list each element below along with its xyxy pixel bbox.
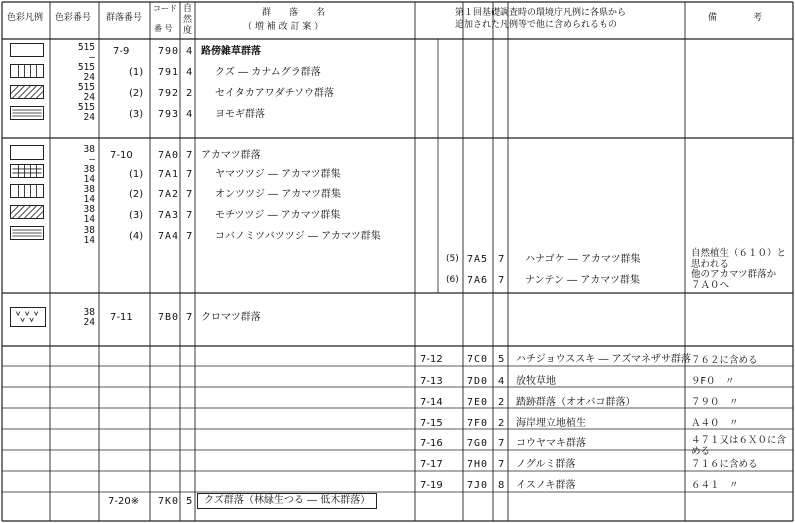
color-no-top: 515 (77, 82, 95, 93)
added-code-no: 7A5 (467, 254, 489, 265)
added-naturalness: 5 (498, 354, 505, 365)
color-swatch-vertical (10, 184, 44, 198)
community-name: 路傍雑草群落 (201, 46, 261, 57)
color-swatch-horizontal (10, 226, 44, 240)
added-group-no: 7-15 (420, 418, 443, 429)
added-community-name: ノグルミ群落 (516, 459, 576, 470)
color-swatch-diagonal (10, 205, 44, 219)
color-no-bottom: 24 (83, 317, 95, 328)
color-no-top: 38 (83, 307, 95, 318)
code-no: 7A3 (158, 210, 180, 221)
community-name: モチツツジ ― アカマツ群集 (215, 210, 341, 221)
added-code-no: 7C0 (467, 354, 489, 365)
added-naturalness: 7 (498, 438, 505, 449)
added-group-no: (6) (446, 275, 459, 285)
community-name: アカマツ群落 (201, 150, 261, 161)
color-no-top: 38 (83, 204, 95, 215)
added-community-name: 海岸埋立地植生 (516, 418, 586, 429)
added-code-no: 7G0 (467, 438, 489, 449)
added-group-no: 7-14 (420, 397, 443, 408)
group-no: (2) (129, 88, 144, 99)
header-natural-1: 自 (183, 4, 193, 14)
color-no-bottom: 24 (83, 92, 95, 103)
added-naturalness: 7 (498, 459, 505, 470)
group-no: (3) (129, 109, 144, 120)
header-remarks: 備 考 (708, 13, 763, 23)
code-no: 7A1 (158, 169, 180, 180)
naturalness: 7 (186, 169, 193, 180)
remark-note: ９F０ 〃 (691, 376, 735, 387)
color-no-top: 515 (77, 62, 95, 73)
code-no: 791 (158, 67, 180, 78)
remark-note: ７６２に含める (691, 355, 758, 366)
color-no-bottom: 24 (83, 112, 95, 123)
added-naturalness: 4 (498, 376, 505, 387)
color-no-top: 38 (83, 144, 95, 155)
added-community-name: イスノキ群落 (516, 480, 576, 491)
added-group-no: 7-16 (420, 438, 443, 449)
community-name: オンツツジ ― アカマツ群集 (215, 189, 341, 200)
header-color-no: 色彩番号 (55, 13, 92, 23)
color-swatch-horizontal (10, 106, 44, 120)
added-group-no: 7-19 (420, 480, 443, 491)
color-swatch-plain (10, 43, 44, 57)
group-no: (4) (129, 231, 144, 242)
added-naturalness: 2 (498, 418, 505, 429)
naturalness: 5 (186, 496, 193, 507)
header-natural-2: 然 (183, 15, 193, 25)
code-no: 793 (158, 109, 180, 120)
naturalness: 7 (186, 150, 193, 161)
added-code-no: 7J0 (467, 480, 489, 491)
community-name: ヨモギ群落 (215, 109, 265, 120)
code-no: 790 (158, 46, 180, 57)
color-no-bottom: 14 (83, 214, 95, 225)
group-no: (2) (129, 189, 144, 200)
header-code-bottom: 番 号 (154, 24, 173, 33)
group-no: (1) (129, 169, 144, 180)
color-swatch-plain (10, 145, 44, 160)
color-swatch-vertical (10, 64, 44, 78)
added-community-name: ハチジョウススキ ― アズマネザサ群落 (516, 354, 692, 365)
naturalness: 7 (186, 231, 193, 242)
code-no: 7A2 (158, 189, 180, 200)
remark-note: ４７１又は６Ｘ０に含 める (691, 435, 787, 457)
added-naturalness: 7 (498, 254, 505, 265)
added-community-name: 放牧草地 (516, 376, 556, 387)
naturalness: 2 (186, 88, 193, 99)
header-survey-line2: 追加された凡例等で他に含められるもの (455, 20, 618, 30)
color-swatch-grid (10, 164, 44, 178)
added-naturalness: 2 (498, 397, 505, 408)
header-survey-line1: 第１回基礎調査時の環境庁凡例に各県から (455, 8, 627, 18)
community-name: ヤマツツジ ― アカマツ群集 (215, 169, 341, 180)
header-legend: 色彩凡例 (7, 13, 44, 23)
added-group-no: 7-13 (420, 376, 443, 387)
naturalness: 4 (186, 67, 193, 78)
color-no-top: 38 (83, 164, 95, 175)
color-no-top: 38 (83, 225, 95, 236)
code-no: 7B0 (158, 312, 180, 323)
header-code-top: コード (153, 4, 177, 13)
community-name: クズ ― カナムグラ群落 (215, 67, 321, 78)
added-community-name: コウヤマキ群落 (516, 438, 586, 449)
added-code-no: 7D0 (467, 376, 489, 387)
code-no: 7A4 (158, 231, 180, 242)
community-name: コバノミツバツツジ ― アカマツ群集 (215, 231, 381, 242)
added-code-no: 7A6 (467, 275, 489, 286)
color-no-bottom: — (89, 154, 95, 165)
added-community-name: ハナゴケ ― アカマツ群集 (525, 254, 641, 265)
color-no-bottom: 14 (83, 235, 95, 246)
naturalness: 7 (186, 312, 193, 323)
remark-note: ６４１ 〃 (691, 480, 739, 491)
remark-note: Ａ４０ 〃 (691, 418, 739, 429)
naturalness: 7 (186, 189, 193, 200)
header-group-no: 群落番号 (106, 13, 143, 23)
color-no-top: 515 (77, 102, 95, 113)
added-community-name: ナンテン ― アカマツ群集 (525, 275, 640, 286)
color-no-top: 38 (83, 184, 95, 195)
added-code-no: 7E0 (467, 397, 489, 408)
group-no: 7-20※ (108, 496, 140, 507)
color-no-top: 515 (77, 42, 95, 53)
remark-note: ７１６に含める (691, 459, 758, 470)
color-no-bottom: — (89, 52, 95, 63)
added-community-name: 踏跡群落（オオバコ群落） (516, 397, 636, 408)
group-no: 7-10 (110, 150, 133, 161)
naturalness: 4 (186, 109, 193, 120)
group-no: 7-9 (113, 46, 130, 57)
code-no: 7K0 (158, 496, 180, 507)
color-swatch-diagonal (10, 85, 44, 99)
code-no: 792 (158, 88, 180, 99)
community-name: クロマツ群落 (201, 312, 261, 323)
added-group-no: (5) (446, 254, 459, 264)
color-no-bottom: 14 (83, 174, 95, 185)
community-name: セイタカアワダチソウ群落 (215, 88, 334, 99)
added-naturalness: 7 (498, 275, 505, 286)
group-no: (1) (129, 67, 144, 78)
naturalness: 4 (186, 46, 193, 57)
header-natural-3: 度 (183, 26, 193, 36)
color-no-bottom: 24 (83, 72, 95, 83)
community-name-boxed: クズ群落（林縁生つる ― 低木群落） (197, 493, 377, 509)
added-group-no: 7-17 (420, 459, 443, 470)
added-naturalness: 8 (498, 480, 505, 491)
group-no: (3) (129, 210, 144, 221)
color-no-bottom: 14 (83, 194, 95, 205)
code-no: 7A0 (158, 150, 180, 161)
group-no: 7-11 (110, 312, 133, 323)
color-swatch-v-marks (10, 307, 46, 327)
header-name-top: 群 落 名 (262, 8, 326, 18)
remark-note: ７９０ 〃 (691, 397, 739, 408)
added-group-no: 7-12 (420, 354, 443, 365)
naturalness: 7 (186, 210, 193, 221)
added-code-no: 7H0 (467, 459, 489, 470)
header-name-bottom: （ 増 補 改 訂 案 ） (243, 22, 324, 32)
remark-note: 自然植生（６１０）と 思われる 他のアカマツ群落か ７Ａ０へ (691, 248, 787, 291)
added-code-no: 7F0 (467, 418, 489, 429)
